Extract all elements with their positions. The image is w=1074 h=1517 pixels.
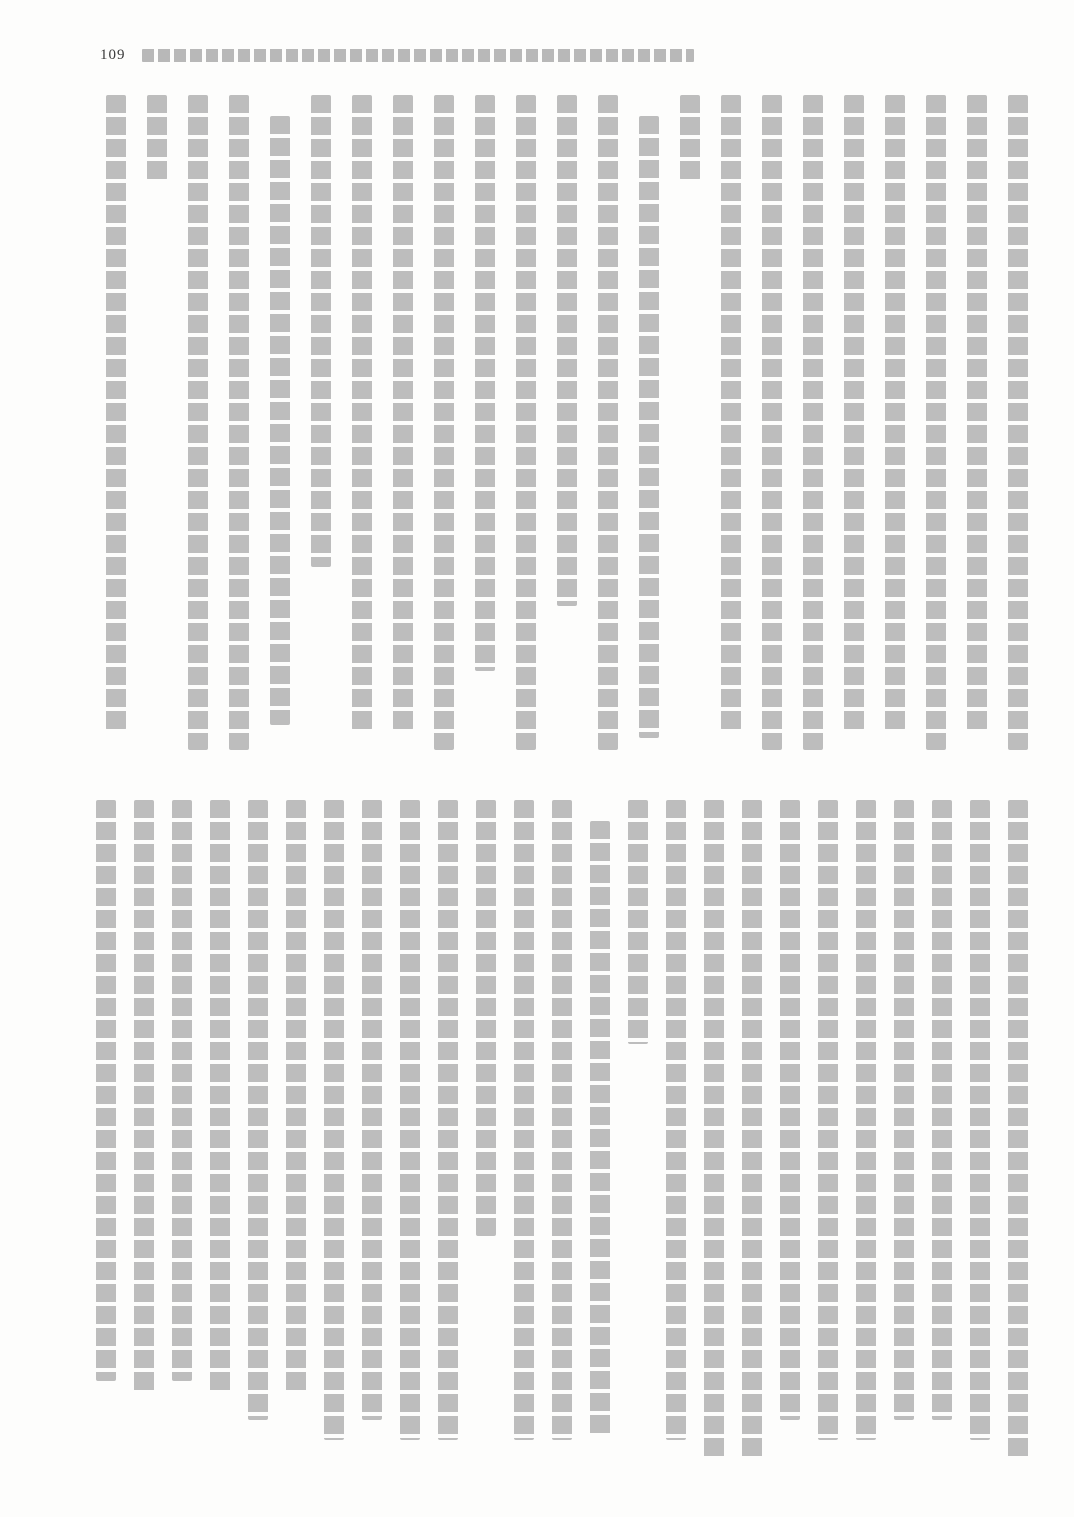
redacted-text-column [1008, 800, 1028, 1460]
redacted-text-column [704, 800, 724, 1460]
redacted-text-column [856, 800, 876, 1440]
redacted-text-column [188, 95, 208, 750]
redacted-text-column [311, 95, 331, 567]
redacted-text-column [172, 800, 192, 1381]
redacted-text-column [628, 800, 648, 1044]
redacted-text-column [210, 800, 230, 1394]
page-header [100, 46, 694, 64]
redacted-text-column [666, 800, 686, 1440]
redacted-text-column [134, 800, 154, 1394]
redacted-text-column [270, 116, 290, 725]
redacted-text-column [803, 95, 823, 750]
redacted-text-column [516, 95, 536, 750]
redacted-text-column [590, 821, 610, 1435]
redacted-text-column [742, 800, 762, 1460]
text-block-bottom [96, 800, 1028, 1465]
redacted-text-column [106, 95, 126, 730]
redacted-text-column [780, 800, 800, 1420]
redacted-text-column [248, 800, 268, 1420]
redacted-text-column [514, 800, 534, 1440]
page-number: 109 [100, 46, 126, 63]
redacted-text-column [362, 800, 382, 1420]
redacted-text-column [885, 95, 905, 730]
redacted-text-column [762, 95, 782, 750]
redacted-text-column [932, 800, 952, 1420]
redacted-text-column [324, 800, 344, 1440]
redacted-text-column [721, 95, 741, 730]
redacted-text-column [229, 95, 249, 750]
redacted-text-column [552, 800, 572, 1440]
redacted-text-column [680, 95, 700, 180]
text-block-top [106, 95, 1028, 755]
redacted-text-column [894, 800, 914, 1420]
redacted-text-column [476, 800, 496, 1236]
redacted-text-column [96, 800, 116, 1381]
redacted-text-column [434, 95, 454, 750]
redacted-text-column [400, 800, 420, 1440]
redacted-text-column [598, 95, 618, 750]
redacted-text-column [1008, 95, 1028, 750]
redacted-text-column [438, 800, 458, 1440]
redacted-text-column [352, 95, 372, 730]
page-title-redacted [142, 49, 694, 62]
redacted-text-column [286, 800, 306, 1394]
redacted-text-column [147, 95, 167, 180]
redacted-text-column [393, 95, 413, 730]
redacted-text-column [967, 95, 987, 730]
redacted-text-column [926, 95, 946, 750]
redacted-text-column [475, 95, 495, 671]
redacted-text-column [557, 95, 577, 606]
redacted-text-column [818, 800, 838, 1440]
redacted-text-column [844, 95, 864, 730]
redacted-text-column [639, 116, 659, 738]
redacted-text-column [970, 800, 990, 1440]
